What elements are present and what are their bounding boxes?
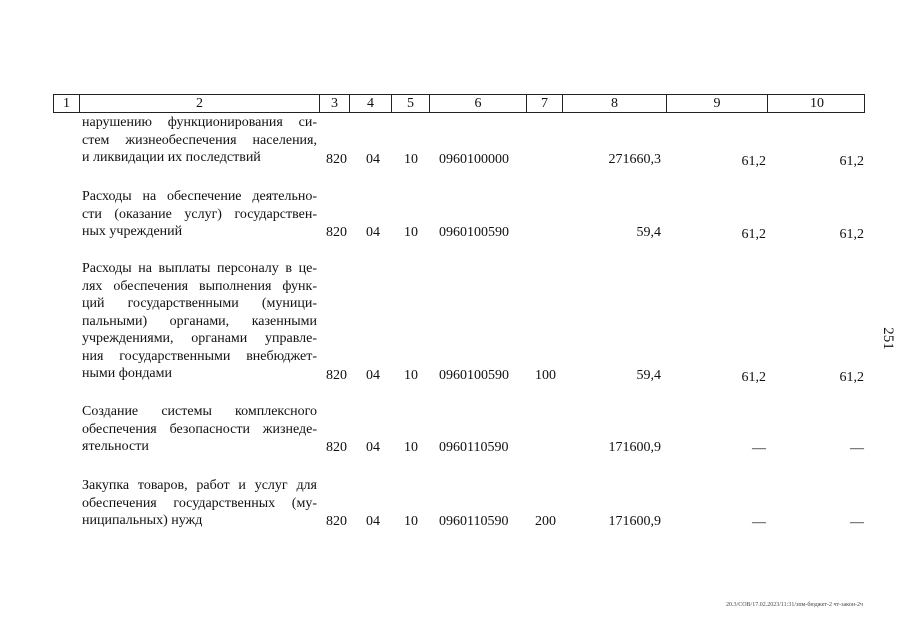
cell-c5: 10 <box>404 514 418 529</box>
cell-c8: 171600,9 <box>608 514 661 529</box>
cell-c3: 820 <box>326 440 347 455</box>
cell-c8: 271660,3 <box>608 152 661 167</box>
cell-c3: 820 <box>326 225 347 240</box>
header-cell-8: 8 <box>562 95 666 112</box>
cell-c8: 59,4 <box>636 225 661 240</box>
header-cell-5: 5 <box>391 95 429 112</box>
description-line: сти (оказание услуг) государствен- <box>82 206 317 222</box>
cell-c10: 61,2 <box>839 154 864 169</box>
header-cell-10: 10 <box>767 95 866 112</box>
description-line: Расходы на выплаты персоналу в це- <box>82 261 317 276</box>
description-line: Закупка товаров, работ и услуг для <box>82 478 317 493</box>
description-line: и ликвидации их последствий <box>82 150 261 165</box>
header-cell-7: 7 <box>526 95 562 112</box>
cell-c5: 10 <box>404 440 418 455</box>
description-line: ных учреждений <box>82 224 183 239</box>
cell-c5: 10 <box>404 368 418 383</box>
cell-c3: 820 <box>326 152 347 167</box>
cell-c6: 0960110590 <box>439 514 509 529</box>
description-line: ятельности <box>82 439 149 454</box>
description-line: Расходы на обеспечение деятельно- <box>82 189 317 204</box>
header-cell-4: 4 <box>349 95 391 112</box>
row-description <box>82 403 317 456</box>
cell-c10: 61,2 <box>839 227 864 242</box>
description-line: ций государственными (муници- <box>82 296 317 311</box>
cell-c6: 0960110590 <box>439 440 509 455</box>
cell-c7: 200 <box>535 514 556 529</box>
cell-c9: — <box>752 441 766 456</box>
cell-c10: — <box>850 515 864 530</box>
cell-c7: 100 <box>535 368 556 383</box>
row-description <box>82 188 317 241</box>
cell-c8: 59,4 <box>636 368 661 383</box>
cell-c4: 04 <box>366 368 380 383</box>
description-line: ния государственными внебюджет- <box>82 348 317 364</box>
table-header-row <box>53 94 865 113</box>
header-cell-2: 2 <box>79 95 319 112</box>
description-line: ниципальных) нужд <box>82 513 203 528</box>
description-line: обеспечения государственных (му- <box>82 495 317 511</box>
cell-c6: 0960100000 <box>439 152 509 167</box>
description-line: пальными) органами, казенными <box>82 313 317 329</box>
description-line: ными фондами <box>82 366 173 381</box>
description-line: Создание системы комплексного <box>82 404 317 419</box>
page-number: 251 <box>879 327 896 350</box>
cell-c4: 04 <box>366 440 380 455</box>
header-cell-9: 9 <box>666 95 767 112</box>
cell-c6: 0960100590 <box>439 225 509 240</box>
cell-c9: 61,2 <box>741 227 766 242</box>
cell-c9: 61,2 <box>741 370 766 385</box>
cell-c4: 04 <box>366 514 380 529</box>
cell-c5: 10 <box>404 152 418 167</box>
row-description <box>82 477 317 530</box>
description-line: обеспечения безопасности жизнеде- <box>82 421 317 437</box>
cell-c9: — <box>752 515 766 530</box>
description-line: учреждениями, органами управле- <box>82 331 317 346</box>
row-description <box>82 114 317 167</box>
cell-c3: 820 <box>326 514 347 529</box>
description-line: нарушению функционирования си- <box>82 115 317 130</box>
document-footer: 20.3/СОВ/17.02.2023/11:31/зпм-бюджет-2 чт-закон-2ч <box>726 602 863 608</box>
row-description <box>82 260 317 383</box>
cell-c6: 0960100590 <box>439 368 509 383</box>
cell-c10: — <box>850 441 864 456</box>
cell-c5: 10 <box>404 225 418 240</box>
cell-c4: 04 <box>366 225 380 240</box>
description-line: лях обеспечения выполнения функ- <box>82 278 317 294</box>
cell-c3: 820 <box>326 368 347 383</box>
header-cell-6: 6 <box>429 95 526 112</box>
header-cell-3: 3 <box>319 95 349 112</box>
cell-c8: 171600,9 <box>608 440 661 455</box>
cell-c4: 04 <box>366 152 380 167</box>
cell-c10: 61,2 <box>839 370 864 385</box>
header-cell-1: 1 <box>63 96 70 111</box>
description-line: стем жизнеобеспечения населения, <box>82 132 317 148</box>
cell-c9: 61,2 <box>741 154 766 169</box>
